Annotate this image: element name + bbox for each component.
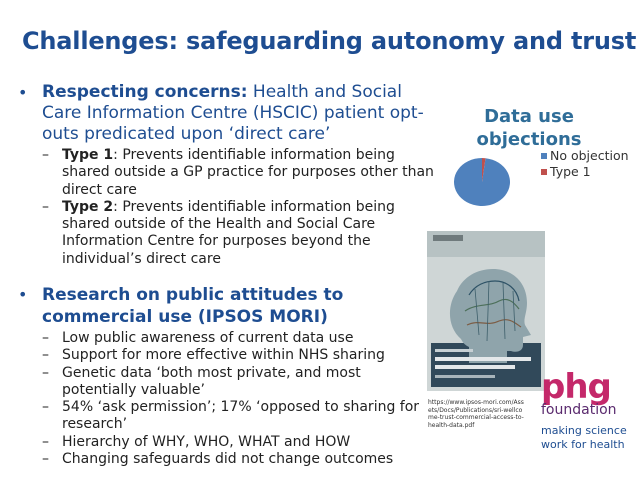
slide-title: Challenges: safeguarding autonomy and trust — [22, 27, 637, 55]
legend-label: No objection — [550, 148, 629, 163]
legend-label: Type 1 — [550, 164, 591, 179]
type-label: Type 2 — [62, 198, 114, 215]
list-item: – Type 1: Prevents identifiable information being shared outside a GP practice for purposes other than direct care — [42, 147, 434, 198]
logo-tagline: making science work for health — [541, 424, 627, 451]
list-item: – Hierarchy of WHY, WHO, WHAT and HOW — [42, 433, 351, 450]
chart-legend — [541, 148, 633, 180]
legend-swatch — [541, 169, 547, 175]
bullet-lead: Research on public attitudes to commercial use (IPSOS MORI) — [42, 285, 344, 327]
list-item: – Support for more effective within NHS sharing — [42, 347, 385, 364]
head-circuit-report-cover-icon — [427, 231, 545, 391]
bullet-text — [42, 82, 438, 145]
bullet-body: Health and Social Care Information Centre (HSCIC) patient opt-outs predicated upon ‘direct care’ — [42, 82, 424, 144]
legend-item-no-objection — [541, 148, 633, 164]
logo-wordmark: foundation — [541, 402, 617, 418]
phg-foundation-logo — [541, 367, 631, 452]
bullet-public-attitudes — [18, 284, 438, 468]
list-item: – 54% ‘ask permission’; 17% ‘opposed to sharing for research’ — [42, 399, 420, 433]
type-label: Type 1 — [62, 147, 114, 163]
bullet-dot: • — [18, 83, 28, 102]
list-item: – Type 2: Prevents identifiable information being shared outside of the Health and Social Care Information Centre for purposes beyond the individual’s direct care — [42, 198, 395, 267]
pie-chart — [453, 157, 511, 207]
logo-mark: phg — [541, 367, 611, 407]
sub-list — [18, 147, 438, 268]
legend-item-type-1 — [541, 164, 633, 180]
list-item: – Changing safeguards did not change outcomes — [42, 451, 394, 468]
chart-title: Data use objections — [476, 106, 582, 150]
bullet-respecting-concerns — [18, 82, 438, 268]
list-item: – Genetic data ‘both most private, and most potentially valuable’ — [42, 364, 361, 398]
list-item: – Low public awareness of current data use — [42, 330, 354, 346]
sub-list — [18, 330, 438, 468]
bullet-lead: Respecting concerns: — [42, 82, 248, 102]
bullet-dot: • — [18, 285, 28, 304]
legend-swatch — [541, 153, 547, 159]
source-url[interactable]: https://www.ipsos-mori.com/Assets/Docs/Publications/sri-wellcome-trust-commercial-access-to-health-data.pdf — [428, 399, 524, 429]
